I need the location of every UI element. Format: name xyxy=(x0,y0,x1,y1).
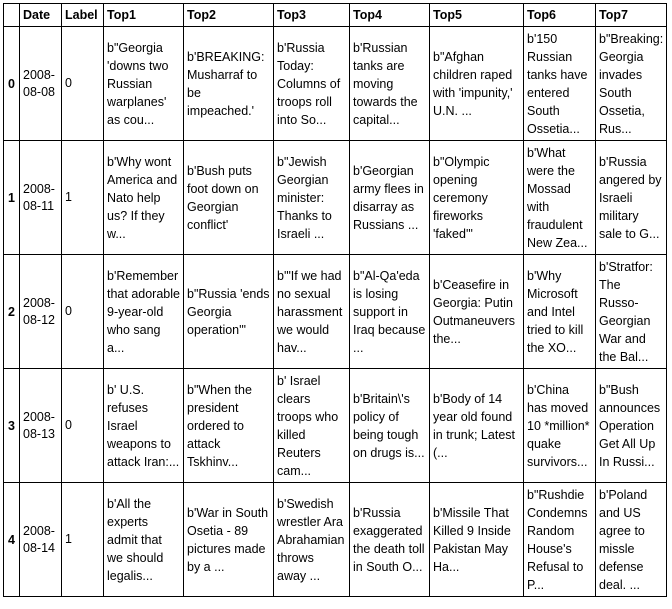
cell-top1: b'Why wont America and Nato help us? If they w... xyxy=(104,141,184,255)
row-index: 1 xyxy=(4,141,20,255)
cell-date: 2008-08-14 xyxy=(20,483,62,597)
row-index: 3 xyxy=(4,369,20,483)
cell-top3: b"Jewish Georgian minister: Thanks to Israeli ... xyxy=(274,141,350,255)
row-index: 2 xyxy=(4,255,20,369)
cell-top7: b'Russia angered by Israeli military sale to G... xyxy=(596,141,667,255)
cell-top2: b'War in South Osetia - 89 pictures made by a ... xyxy=(184,483,274,597)
cell-top2: b'Bush puts foot down on Georgian conflict' xyxy=(184,141,274,255)
table-row xyxy=(4,483,667,597)
cell-top6: b'What were the Mossad with fraudulent New Zea... xyxy=(524,141,596,255)
row-index: 4 xyxy=(4,483,20,597)
cell-top5: b'Missile That Killed 9 Inside Pakistan May Ha... xyxy=(430,483,524,597)
cell-top7: b"Bush announces Operation Get All Up In Russi... xyxy=(596,369,667,483)
cell-label: 0 xyxy=(62,255,104,369)
header-top7: Top7 xyxy=(596,4,667,27)
cell-label: 1 xyxy=(62,141,104,255)
row-index: 0 xyxy=(4,27,20,141)
cell-top2: b"When the president ordered to attack Tskhinv... xyxy=(184,369,274,483)
cell-top4: b'Russian tanks are moving towards the capital... xyxy=(350,27,430,141)
cell-top1: b'Remember that adorable 9-year-old who sang a... xyxy=(104,255,184,369)
cell-label: 0 xyxy=(62,369,104,483)
cell-top4: b"Al-Qa'eda is losing support in Iraq because ... xyxy=(350,255,430,369)
cell-top6: b'China has moved 10 *million* quake survivors... xyxy=(524,369,596,483)
header-top4: Top4 xyxy=(350,4,430,27)
table-row xyxy=(4,27,667,141)
cell-top1: b' U.S. refuses Israel weapons to attack Iran:... xyxy=(104,369,184,483)
table-row xyxy=(4,141,667,255)
cell-label: 0 xyxy=(62,27,104,141)
cell-label: 1 xyxy=(62,483,104,597)
cell-top7: b"Breaking: Georgia invades South Ossetia, Rus... xyxy=(596,27,667,141)
cell-top4: b'Britain\'s policy of being tough on drugs is... xyxy=(350,369,430,483)
cell-top5: b"Afghan children raped with 'impunity,' U.N. ... xyxy=(430,27,524,141)
cell-date: 2008-08-08 xyxy=(20,27,62,141)
header-label: Label xyxy=(62,4,104,27)
dataframe-table xyxy=(3,3,667,597)
header-top6: Top6 xyxy=(524,4,596,27)
header-top3: Top3 xyxy=(274,4,350,27)
header-top1: Top1 xyxy=(104,4,184,27)
cell-top6: b'150 Russian tanks have entered South Ossetia... xyxy=(524,27,596,141)
cell-top1: b'All the experts admit that we should legalis... xyxy=(104,483,184,597)
cell-top5: b'Ceasefire in Georgia: Putin Outmaneuvers the... xyxy=(430,255,524,369)
cell-top2: b'BREAKING: Musharraf to be impeached.' xyxy=(184,27,274,141)
table-row xyxy=(4,255,667,369)
header-index xyxy=(4,4,20,27)
cell-top2: b"Russia 'ends Georgia operation'" xyxy=(184,255,274,369)
cell-top5: b"Olympic opening ceremony fireworks 'faked'" xyxy=(430,141,524,255)
cell-top5: b'Body of 14 year old found in trunk; Latest (... xyxy=(430,369,524,483)
table-row xyxy=(4,369,667,483)
header-top2: Top2 xyxy=(184,4,274,27)
cell-date: 2008-08-12 xyxy=(20,255,62,369)
cell-top6: b"Rushdie Condemns Random House's Refusal to P... xyxy=(524,483,596,597)
cell-top3: b'"If we had no sexual harassment we would hav... xyxy=(274,255,350,369)
cell-top1: b"Georgia 'downs two Russian warplanes' as cou... xyxy=(104,27,184,141)
cell-top3: b'Russia Today: Columns of troops roll into So... xyxy=(274,27,350,141)
cell-date: 2008-08-13 xyxy=(20,369,62,483)
cell-top3: b' Israel clears troops who killed Reuters cam... xyxy=(274,369,350,483)
header-top5: Top5 xyxy=(430,4,524,27)
cell-top7: b'Stratfor: The Russo-Georgian War and the Bal... xyxy=(596,255,667,369)
cell-top3: b'Swedish wrestler Ara Abrahamian throws away ... xyxy=(274,483,350,597)
header-date: Date xyxy=(20,4,62,27)
cell-top6: b'Why Microsoft and Intel tried to kill the XO... xyxy=(524,255,596,369)
cell-top4: b'Russia exaggerated the death toll in South O... xyxy=(350,483,430,597)
cell-top7: b'Poland and US agree to missle defense deal. ... xyxy=(596,483,667,597)
header-row xyxy=(4,4,667,27)
cell-date: 2008-08-11 xyxy=(20,141,62,255)
cell-top4: b'Georgian army flees in disarray as Russians ... xyxy=(350,141,430,255)
